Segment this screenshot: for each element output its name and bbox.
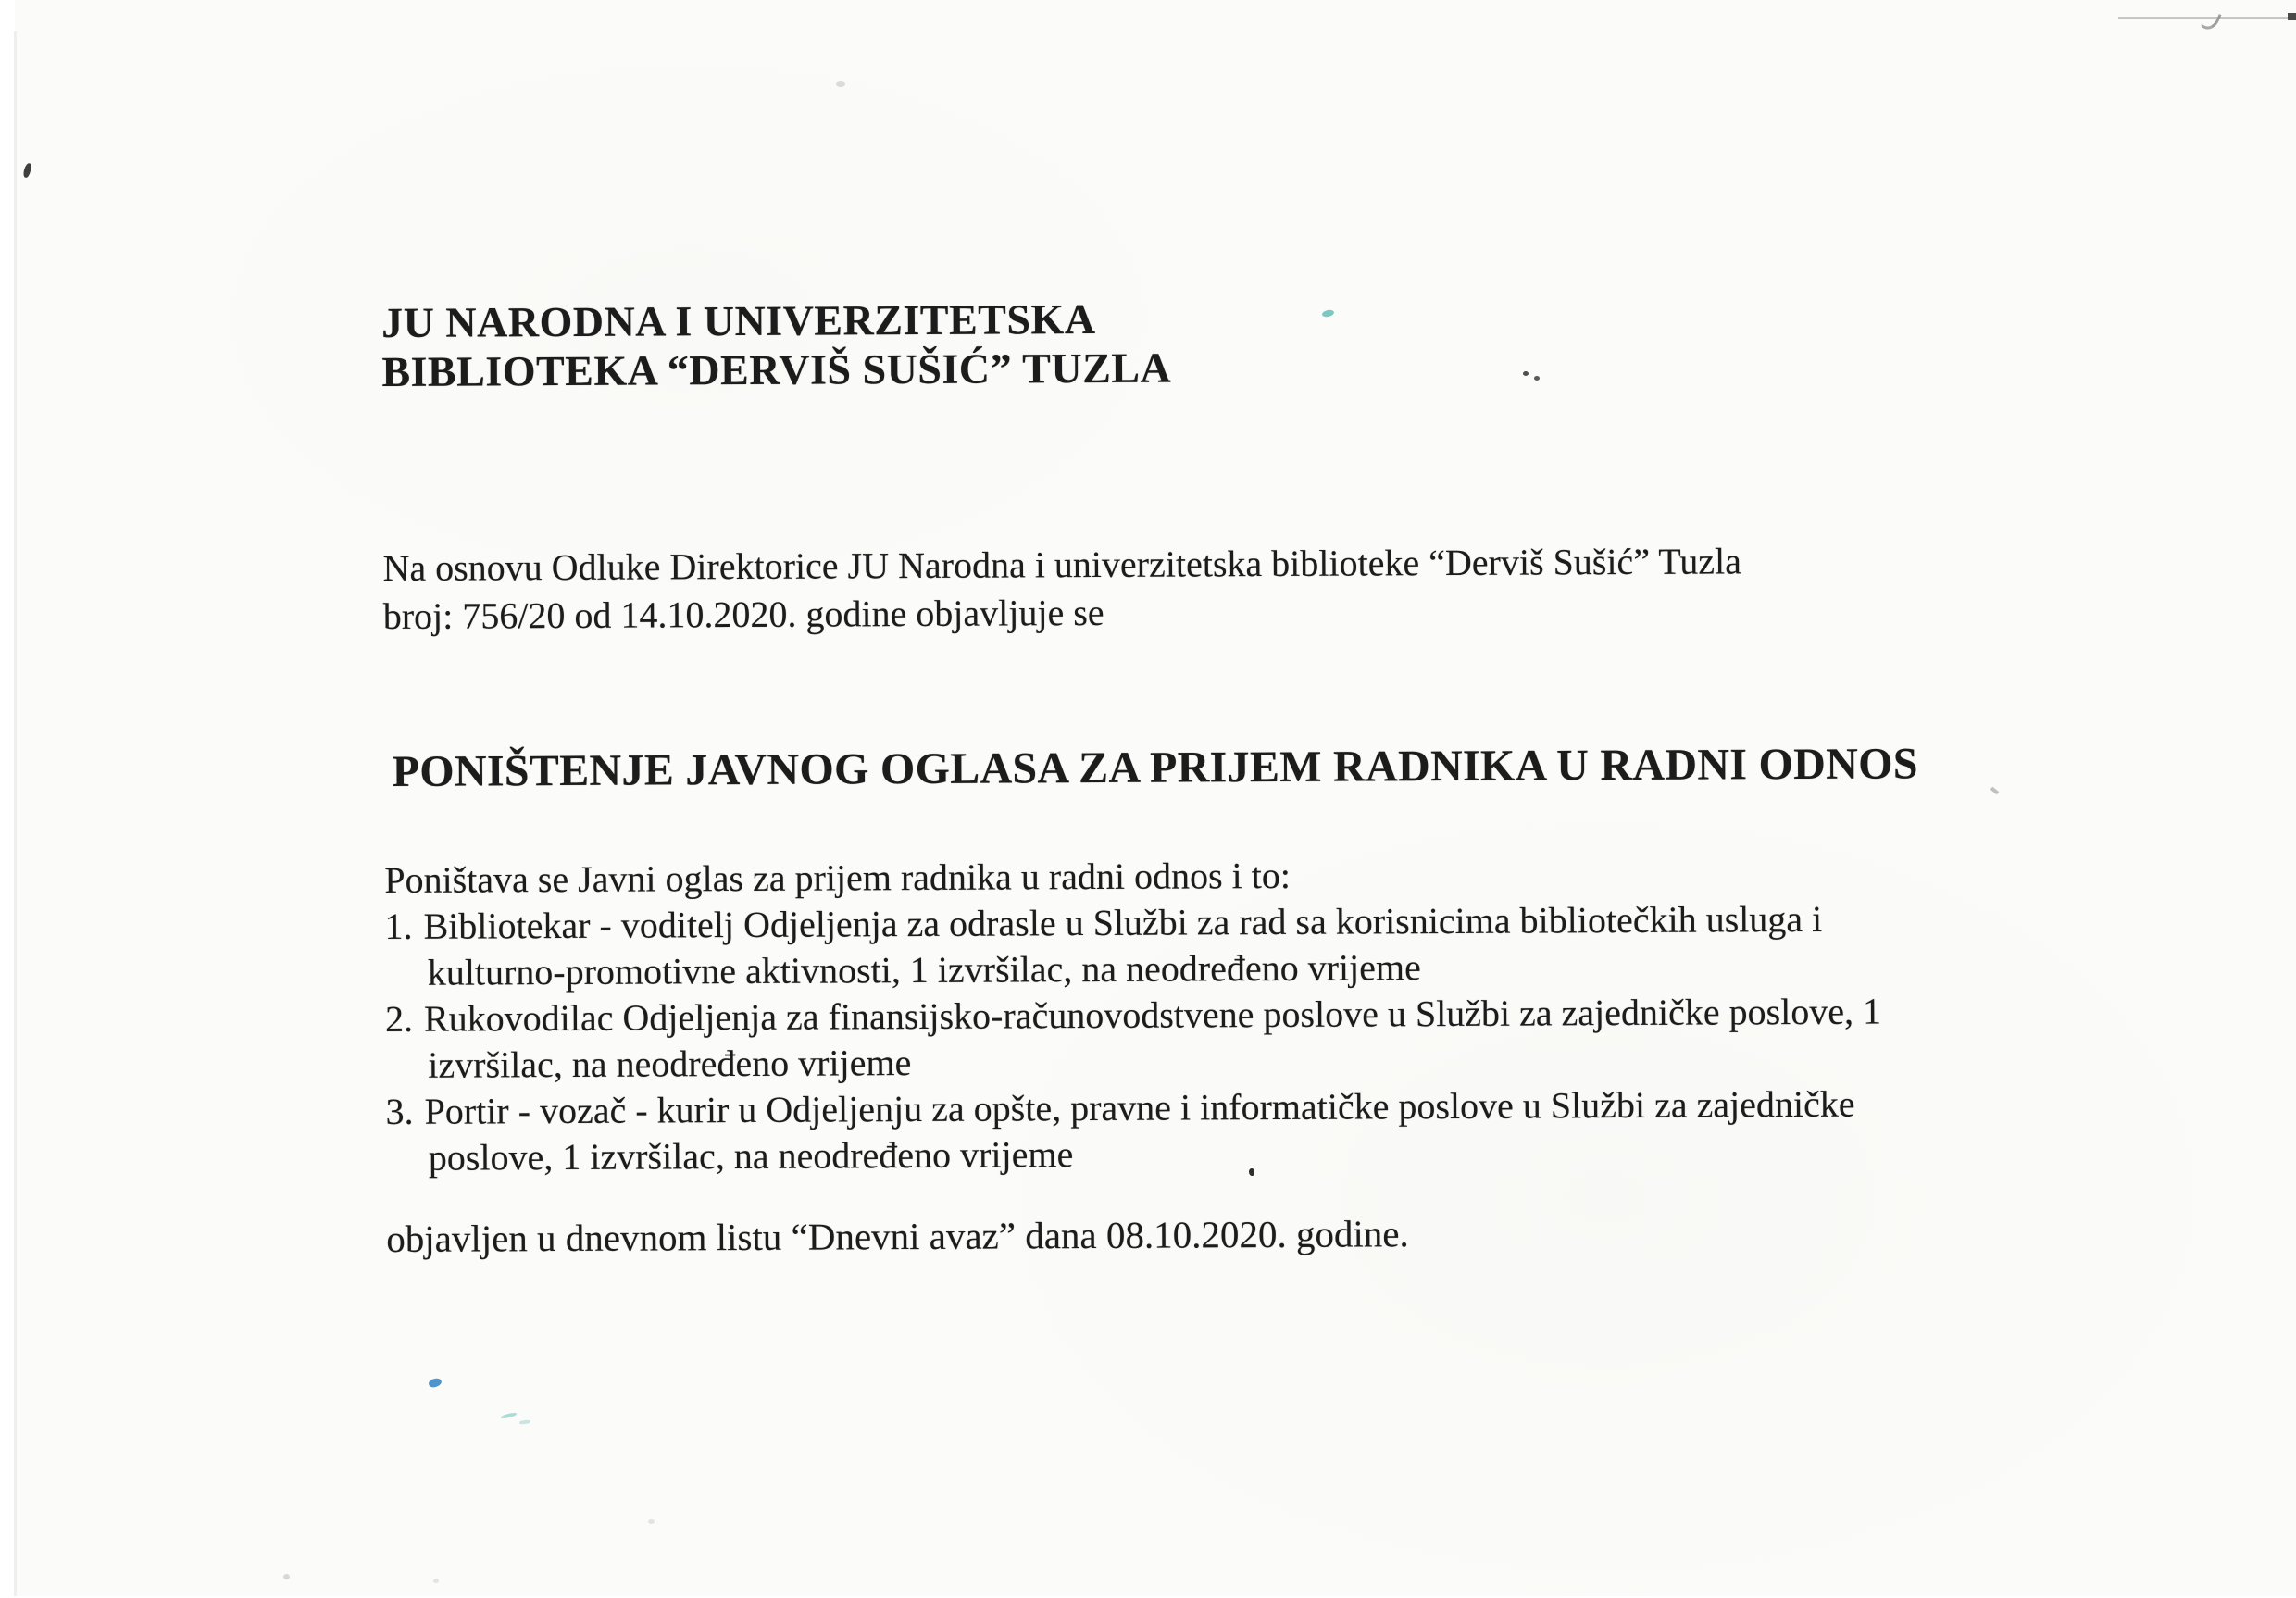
list-item — [385, 989, 1882, 1089]
list-item-text: Rukovodilac Odjeljenja za finansijsko-računovodstvene poslove u Službi za zajedničke poslove, 1 — [423, 990, 1882, 1040]
intro-line-2: broj: 756/20 od 14.10.2020. godine objavljuje se — [382, 591, 1104, 638]
list-item-line: izvršilac, na neodređeno vrijeme — [428, 1042, 912, 1086]
list-item — [385, 1081, 1882, 1181]
list-item-line: kulturno-promotivne aktivnosti, 1 izvršilac, na neodređeno vrijeme — [427, 946, 1421, 993]
list-item-number: 3. — [385, 1090, 414, 1133]
letterhead-line-1: JU NARODNA I UNIVERZITETSKA — [381, 294, 1096, 347]
list-item — [384, 896, 1881, 996]
letterhead-line-2: BIBLIOTEKA “DERVIŠ SUŠIĆ” TUZLA — [381, 343, 1172, 396]
list-item-text: Bibliotekar - voditelj Odjeljenja za odrasle u Službi za rad sa korisnicima bibliotečkih usluga i — [423, 897, 1823, 947]
list-item-number: 2. — [384, 997, 414, 1041]
list-item-line — [385, 989, 1881, 1042]
list-item-line: poslove, 1 izvršilac, na neodređeno vrijeme — [428, 1133, 1074, 1179]
list-item-number: 1. — [384, 905, 413, 948]
closing-line: objavljen u dnevnom listu “Dnevni avaz” dana 08.10.2020. godine. — [386, 1212, 1409, 1261]
list-item-line — [384, 896, 1880, 950]
list-intro: Poništava se Javni oglas za prijem radnika u radni odnos i to: — [384, 854, 1292, 902]
intro-paragraph — [382, 537, 1741, 641]
letterhead — [381, 294, 1171, 396]
document-title: PONIŠTENJE JAVNOG OGLASA ZA PRIJEM RADNIKA U RADNI ODNOS — [392, 739, 1918, 796]
list-item-text: Portir - vozač - kurir u Odjeljenju za opšte, pravne i informatičke poslove u Službi za zajedničke — [424, 1082, 1855, 1132]
intro-line-1: Na osnovu Odluke Direktorice JU Narodna i univerzitetska biblioteke “Derviš Sušić” Tuzla — [382, 540, 1742, 590]
cancellation-list — [384, 850, 1882, 1181]
list-item-line — [385, 1081, 1881, 1135]
